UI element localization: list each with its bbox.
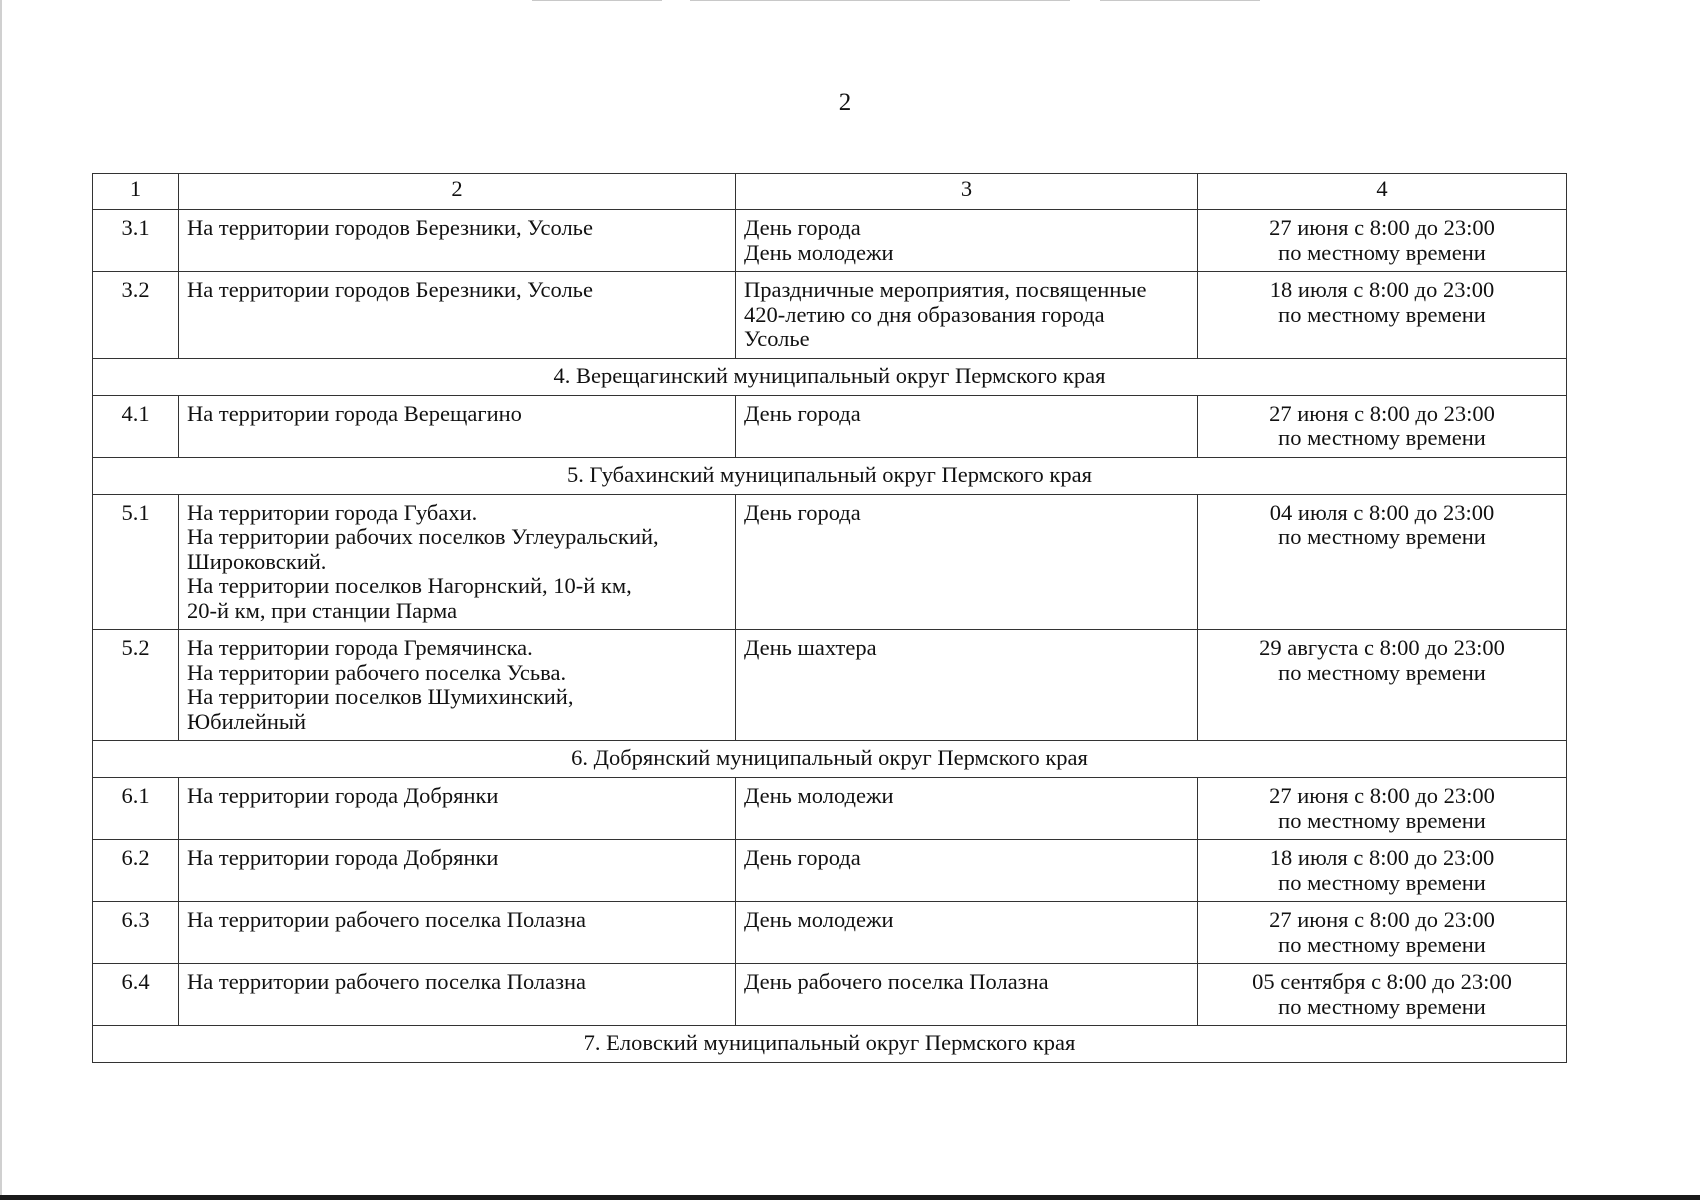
row-number: 6.4 — [93, 964, 179, 1026]
event-cell — [736, 210, 1198, 272]
time-cell — [1198, 964, 1567, 1026]
table-row — [93, 210, 1567, 272]
table-row — [93, 778, 1567, 840]
table-row — [93, 902, 1567, 964]
time-cell — [1198, 210, 1567, 272]
section-title: 5. Губахинский муниципальный округ Пермского края — [93, 457, 1567, 494]
place-line: На территории рабочего поселка Полазна — [187, 907, 587, 932]
event-line: День шахтера — [744, 635, 877, 660]
event-cell — [736, 778, 1198, 840]
column-number: 3 — [736, 174, 1198, 210]
time-line: по местному времени — [1278, 425, 1486, 450]
time-line: 05 сентября с 8:00 до 23:00 — [1252, 969, 1512, 994]
page-number: 2 — [838, 89, 852, 116]
time-line: 27 июня с 8:00 до 23:00 — [1269, 400, 1495, 426]
event-line: День молодежи — [744, 783, 894, 808]
place-cell — [179, 630, 736, 741]
event-line: День города — [744, 215, 861, 240]
place-line: На территории рабочего поселка Усьва. — [187, 659, 567, 685]
time-line: по местному времени — [1278, 993, 1486, 1019]
time-cell — [1198, 902, 1567, 964]
table-row — [93, 395, 1567, 457]
event-cell — [736, 902, 1198, 964]
column-number: 1 — [93, 174, 179, 210]
place-cell — [179, 395, 736, 457]
place-line: На территории поселков Нагорнский, 10-й км, — [187, 573, 632, 598]
event-line: Праздничные мероприятия, посвященные — [744, 277, 1147, 302]
event-line: Усолье — [744, 326, 810, 351]
time-line: по местному времени — [1278, 239, 1486, 265]
place-line: Юбилейный — [187, 708, 307, 734]
time-cell — [1198, 395, 1567, 457]
place-cell — [179, 840, 736, 902]
scan-top-edge — [690, 0, 1070, 1]
place-line: 20-й км, при станции Парма — [187, 597, 458, 623]
row-number: 4.1 — [93, 395, 179, 457]
time-line: по местному времени — [1278, 524, 1486, 549]
time-line: 04 июля с 8:00 до 23:00 — [1269, 499, 1495, 525]
time-line: 27 июня с 8:00 до 23:00 — [1269, 215, 1495, 240]
place-cell — [179, 210, 736, 272]
event-cell — [736, 840, 1198, 902]
place-cell — [179, 902, 736, 964]
section-row — [93, 1026, 1567, 1063]
table-row — [93, 840, 1567, 902]
section-row — [93, 741, 1567, 778]
time-cell — [1198, 840, 1567, 902]
event-line: День города — [744, 499, 861, 525]
table-row — [93, 494, 1567, 630]
event-cell — [736, 630, 1198, 741]
time-cell — [1198, 494, 1567, 630]
column-number-row — [93, 174, 1567, 210]
section-row — [93, 358, 1567, 395]
event-line: День молодежи — [744, 907, 894, 932]
scan-bottom-edge — [0, 1195, 1700, 1200]
place-line: На территории города Губахи. — [187, 499, 478, 525]
row-number: 6.3 — [93, 902, 179, 964]
place-line: На территории города Верещагино — [187, 400, 522, 426]
place-line: Широковский. — [187, 548, 327, 574]
place-line: На территории городов Березники, Усолье — [187, 277, 593, 302]
time-cell — [1198, 272, 1567, 359]
time-line: 27 июня с 8:00 до 23:00 — [1269, 907, 1495, 932]
section-title: 4. Верещагинский муниципальный округ Пермского края — [93, 358, 1567, 395]
place-cell — [179, 778, 736, 840]
time-line: по местному времени — [1278, 931, 1486, 957]
event-line: День города — [744, 400, 861, 426]
time-line: по местному времени — [1278, 301, 1486, 327]
section-row — [93, 457, 1567, 494]
row-number: 3.1 — [93, 210, 179, 272]
time-cell — [1198, 778, 1567, 840]
place-line: На территории городов Березники, Усолье — [187, 215, 593, 240]
event-cell — [736, 272, 1198, 359]
time-cell — [1198, 630, 1567, 741]
table-body — [93, 174, 1567, 1063]
events-table — [92, 173, 1567, 1063]
table-row — [93, 964, 1567, 1026]
table-row — [93, 630, 1567, 741]
place-cell — [179, 964, 736, 1026]
event-line: День молодежи — [744, 239, 894, 265]
row-number: 5.1 — [93, 494, 179, 630]
event-line: 420-летию со дня образования города — [744, 301, 1105, 327]
time-line: по местному времени — [1278, 869, 1486, 895]
row-number: 3.2 — [93, 272, 179, 359]
place-cell — [179, 272, 736, 359]
scan-left-edge — [0, 0, 2, 1200]
time-line: 18 июля с 8:00 до 23:00 — [1269, 277, 1495, 302]
section-title: 6. Добрянский муниципальный округ Пермского края — [93, 741, 1567, 778]
time-line: по местному времени — [1278, 659, 1486, 685]
section-title: 7. Еловский муниципальный округ Пермского края — [93, 1026, 1567, 1063]
column-number: 2 — [179, 174, 736, 210]
event-cell — [736, 494, 1198, 630]
scan-top-edge — [1100, 0, 1260, 1]
place-line: На территории города Гремячинска. — [187, 635, 533, 660]
column-number: 4 — [1198, 174, 1567, 210]
time-line: 29 августа с 8:00 до 23:00 — [1259, 635, 1505, 660]
row-number: 5.2 — [93, 630, 179, 741]
event-cell — [736, 395, 1198, 457]
event-cell — [736, 964, 1198, 1026]
event-line: День города — [744, 845, 861, 870]
time-line: 27 июня с 8:00 до 23:00 — [1269, 783, 1495, 808]
row-number: 6.1 — [93, 778, 179, 840]
scan-top-edge — [532, 0, 662, 1]
time-line: 18 июля с 8:00 до 23:00 — [1269, 845, 1495, 870]
table-row — [93, 272, 1567, 359]
place-line: На территории города Добрянки — [187, 783, 499, 808]
place-line: На территории рабочего поселка Полазна — [187, 969, 587, 994]
place-line: На территории рабочих поселков Углеуральский, — [187, 524, 659, 549]
place-line: На территории города Добрянки — [187, 845, 499, 870]
row-number: 6.2 — [93, 840, 179, 902]
place-cell — [179, 494, 736, 630]
time-line: по местному времени — [1278, 807, 1486, 833]
event-line: День рабочего поселка Полазна — [744, 969, 1049, 994]
place-line: На территории поселков Шумихинский, — [187, 684, 574, 709]
